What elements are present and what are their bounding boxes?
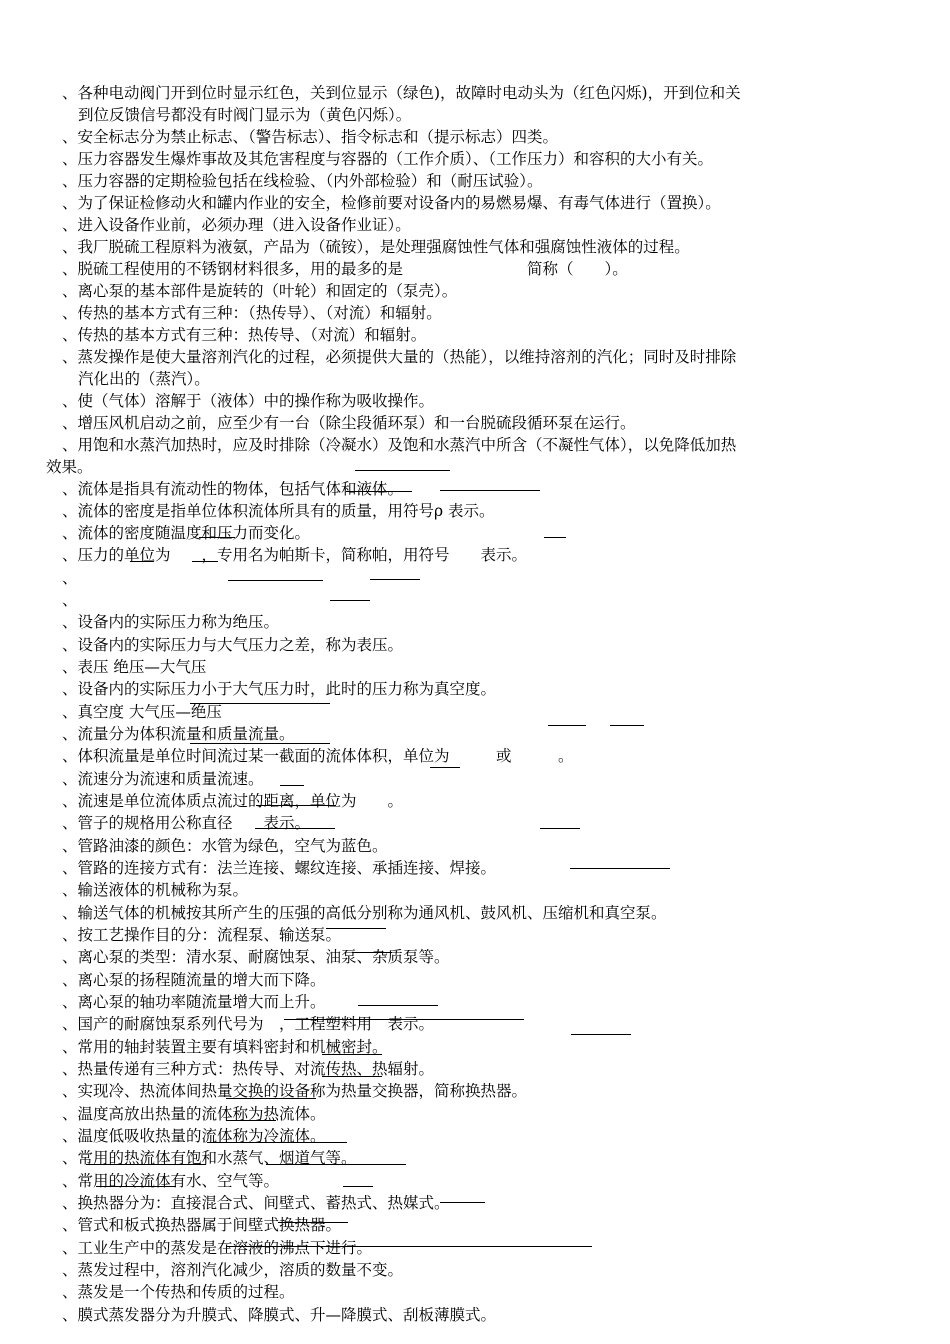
text-line: 、压力容器发生爆炸事故及其危害程度与容器的（工作介质）、（工作压力）和容积的大小有关。: [62, 150, 714, 168]
underline-rule: [330, 600, 370, 601]
underline-rule: [86, 1164, 206, 1165]
text-line: 、蒸发操作是使大量溶剂汽化的过程，必须提供大量的（热能），以维持溶剂的汽化；同时及时排除: [62, 348, 737, 366]
underline-rule: [430, 767, 460, 768]
underline-rule: [226, 1120, 276, 1121]
underline-rule: [372, 491, 412, 492]
underline-rule: [278, 1222, 348, 1223]
underline-rule: [266, 1164, 406, 1165]
text-line: 、工业生产中的蒸发是在溶液的沸点下进行。: [62, 1239, 373, 1257]
text-line: 、离心泵的基本部件是旋转的（叶轮）和固定的（泵壳）。: [62, 282, 458, 300]
text-line: 、: [62, 591, 78, 609]
underline-rule: [370, 579, 420, 580]
text-line: 、流体是指具有流动性的物体，包括气体和液体。: [62, 480, 404, 498]
text-line: 、流体的密度是指单位体积流体所具有的质量，用符号ρ 表示。: [62, 502, 495, 520]
text-line: 、进入设备作业前，必须办理（进入设备作业证）。: [62, 216, 411, 234]
text-line: 、流速分为流速和质量流速。: [62, 770, 264, 788]
underline-rule: [226, 1098, 316, 1099]
text-line: 、输送气体的机械按其所产生的压强的高低分别称为通风机、鼓风机、压缩机和真空泵。: [62, 904, 667, 922]
underline-rule: [322, 1054, 382, 1055]
text-line: 、传热的基本方式有三种：热传导、（对流）和辐射。: [62, 326, 427, 344]
underline-rule: [540, 828, 580, 829]
text-line: 、设备内的实际压力称为绝压。: [62, 613, 280, 631]
underline-rule: [440, 1202, 485, 1203]
text-line: 、安全标志分为禁止标志、（警告标志）、指令标志和（提示标志）四类。: [62, 128, 559, 146]
underline-rule: [207, 1142, 347, 1143]
text-line: 、常用的冷流体有水、空气等。: [62, 1172, 280, 1190]
underline-rule: [440, 490, 540, 491]
text-line: 、管路的连接方式有：法兰连接、螺纹连接、承插连接、焊接。: [62, 859, 497, 877]
text-line: 、真空度 大气压—绝压: [62, 703, 222, 721]
text-line: 、体积流量是单位时间流过某一截面的流体体积，单位为 或 。: [62, 747, 574, 765]
text-line: 、温度低吸收热量的流体称为冷流体。: [62, 1127, 326, 1145]
text-line: 、使（气体）溶解于（液体）中的操作称为吸收操作。: [62, 392, 435, 410]
text-line: 、换热器分为：直接混合式、间壁式、蓄热式、热媒式。: [62, 1194, 450, 1212]
text-line: 、增压风机启动之前，应至少有一台（除尘段循环泵）和一台脱硫段循环泵在运行。: [62, 414, 636, 432]
text-line: 、管子的规格用公称直径 表示。: [62, 814, 311, 832]
underline-rule: [96, 1186, 176, 1187]
document-page: [0, 82, 950, 1326]
text-line: 汽化出的（蒸汽）。: [78, 370, 210, 388]
text-line: 、输送液体的机械称为泵。: [62, 881, 249, 899]
text-line: 、设备内的实际压力小于大气压力时，此时的压力称为真空度。: [62, 680, 497, 698]
text-line: 、常用的轴封装置主要有填料密封和机械密封。: [62, 1038, 388, 1056]
text-line: 、蒸发过程中，溶剂汽化减少，溶质的数量不变。: [62, 1261, 404, 1279]
text-line: 、离心泵的扬程随流量的增大而下降。: [62, 971, 326, 989]
underline-rule: [322, 1076, 382, 1077]
underline-rule: [570, 868, 670, 869]
underline-rule: [352, 952, 392, 953]
text-line: 、压力容器的定期检验包括在线检验、（内外部检验）和（耐压试验）。: [62, 172, 543, 190]
underline-rule: [343, 1186, 373, 1187]
underline-rule: [255, 828, 335, 829]
text-line: 、压力的单位为 ，专用名为帕斯卡，简称帕，用符号 表示。: [62, 546, 528, 564]
underline-rule: [355, 470, 450, 471]
underline-rule: [256, 805, 336, 806]
text-line: 、离心泵的轴功率随流量增大而上升。: [62, 993, 326, 1011]
text-line: 效果。: [46, 458, 93, 476]
text-line: 、管路油漆的颜色：水管为绿色，空气为蓝色。: [62, 837, 388, 855]
underline-rule: [358, 1005, 438, 1006]
text-line: 、流体的密度随温度和压力而变化。: [62, 524, 311, 542]
underline-rule: [192, 561, 218, 562]
underline-rule: [544, 537, 566, 538]
text-line: 、用饱和水蒸汽加热时，应及时排除（冷凝水）及饱和水蒸汽中所含（不凝性气体），以免降低加热: [62, 436, 737, 454]
text-line: 、管式和板式换热器属于间壁式换热器。: [62, 1216, 342, 1234]
text-line: 、膜式蒸发器分为升膜式、降膜式、升—降膜式、刮板薄膜式。: [62, 1306, 497, 1324]
text-line: 到位反馈信号都没有时阀门显示为（黄色闪烁）。: [78, 106, 412, 124]
text-line: 、常用的热流体有饱和水蒸气、烟道气等。: [62, 1149, 357, 1167]
underline-rule: [571, 1034, 631, 1035]
text-line: 、表压 绝压—大气压: [62, 658, 207, 676]
text-line: 、设备内的实际压力与大气压力之差，称为表压。: [62, 636, 404, 654]
text-line: 、各种电动阀门开到位时显示红色，关到位显示（绿色)，故障时电动头为（红色闪烁)，开到位和关: [62, 84, 741, 102]
underline-rule: [284, 1019, 524, 1020]
text-line: 、流速是单位流体质点流过的距离，单位为 。: [62, 792, 404, 810]
text-line: 、: [62, 569, 78, 587]
underline-rule: [190, 743, 330, 744]
text-line: 、离心泵的类型：清水泵、耐腐蚀泵、油泵、杂质泵等。: [62, 948, 450, 966]
underline-rule: [326, 928, 386, 929]
text-line: 、按工艺操作目的分：流程泵、输送泵。: [62, 926, 342, 944]
underline-rule: [130, 561, 154, 562]
underline-rule: [227, 1246, 592, 1247]
text-line: 、蒸发是一个传热和传质的过程。: [62, 1283, 295, 1301]
text-line: 、传热的基本方式有三种：（热传导）、（对流）和辐射。: [62, 304, 442, 322]
underline-rule: [190, 703, 330, 704]
text-line: 、为了保证检修动火和罐内作业的安全，检修前要对设备内的易燃易爆、有毒气体进行（置换）。: [62, 194, 721, 212]
text-line: 、温度高放出热量的流体称为热流体。: [62, 1105, 326, 1123]
underline-rule: [610, 725, 644, 726]
text-line: 、国产的耐腐蚀泵系列代号为 ，工程塑料用 表示。: [62, 1015, 435, 1033]
text-line: 、我厂脱硫工程原料为液氨，产品为（硫铵），是处理强腐蚀性气体和强腐蚀性液体的过程。: [62, 238, 690, 256]
underline-rule: [280, 785, 304, 786]
text-line: 、流量分为体积流量和质量流量。: [62, 725, 295, 743]
underline-rule: [228, 580, 323, 581]
underline-rule: [548, 725, 586, 726]
text-line: 、实现冷、热流体间热量交换的设备称为热量交换器，简称换热器。: [62, 1082, 528, 1100]
text-line: 、热量传递有三种方式：热传导、对流传热、热辐射。: [62, 1060, 435, 1078]
underline-rule: [199, 537, 235, 538]
text-line: 、脱硫工程使用的不锈钢材料很多，用的最多的是 简称（ ）。: [62, 260, 628, 278]
